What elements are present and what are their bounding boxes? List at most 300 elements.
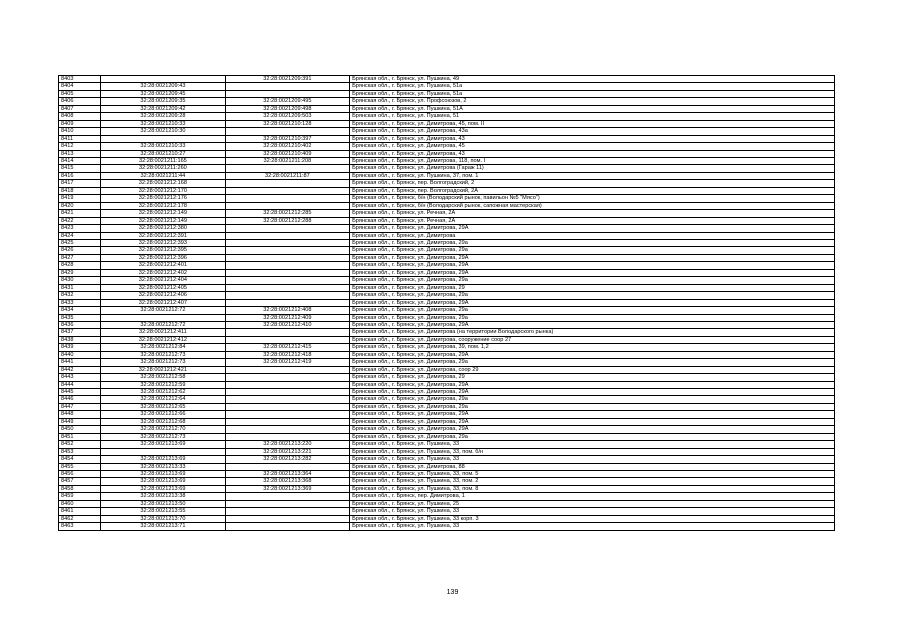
table-row bbox=[59, 225, 835, 232]
land-cadastral-number-cell: 32:28:0021209:35 bbox=[101, 98, 225, 105]
land-cadastral-number-cell: 32:28:0021212:64 bbox=[101, 396, 225, 403]
address-cell: Брянская обл., г. Брянск, ул. Пушкина, 33 bbox=[350, 456, 835, 463]
address-cell: Брянская обл., г. Брянск, ул. Димитрова, 43а bbox=[350, 128, 835, 135]
row-number-cell: 8415 bbox=[59, 165, 101, 172]
table-row bbox=[59, 411, 835, 418]
row-number-cell: 8438 bbox=[59, 336, 101, 343]
building-cadastral-number-cell bbox=[225, 262, 349, 269]
address-cell: Брянская обл., г. Брянск, ул. Димитрова, 29А bbox=[350, 254, 835, 261]
table-row bbox=[59, 396, 835, 403]
land-cadastral-number-cell: 32:28:0021213:69 bbox=[101, 456, 225, 463]
building-cadastral-number-cell bbox=[225, 83, 349, 90]
row-number-cell: 8446 bbox=[59, 396, 101, 403]
land-cadastral-number-cell: 32:28:0021212:65 bbox=[101, 403, 225, 410]
building-cadastral-number-cell: 32:28:0021211:208 bbox=[225, 157, 349, 164]
land-cadastral-number-cell: 32:28:0021212:393 bbox=[101, 239, 225, 246]
row-number-cell: 8418 bbox=[59, 187, 101, 194]
land-cadastral-number-cell: 32:28:0021212:395 bbox=[101, 247, 225, 254]
table-row bbox=[59, 284, 835, 291]
row-number-cell: 8428 bbox=[59, 262, 101, 269]
building-cadastral-number-cell: 32:28:0021212:418 bbox=[225, 351, 349, 358]
row-number-cell: 8445 bbox=[59, 389, 101, 396]
building-cadastral-number-cell: 32:28:0021209:391 bbox=[225, 76, 349, 83]
row-number-cell: 8449 bbox=[59, 418, 101, 425]
table-row bbox=[59, 120, 835, 127]
row-number-cell: 8431 bbox=[59, 284, 101, 291]
address-cell: Брянская обл., г. Брянск, ул. Пушкина, 33 корп. 3 bbox=[350, 515, 835, 522]
address-cell: Брянская обл., г. Брянск, ул. Димитрова, 29а bbox=[350, 239, 835, 246]
address-cell: Брянская обл., г. Брянск, ул. Профсоюзов, 2 bbox=[350, 98, 835, 105]
row-number-cell: 8454 bbox=[59, 456, 101, 463]
table-row bbox=[59, 299, 835, 306]
table-row bbox=[59, 239, 835, 246]
address-cell: Брянская обл., г. Брянск, ул. Пушкина, 49 bbox=[350, 76, 835, 83]
row-number-cell: 8408 bbox=[59, 113, 101, 120]
land-cadastral-number-cell: 32:28:0021210:33 bbox=[101, 143, 225, 150]
land-cadastral-number-cell: 32:28:0021212:411 bbox=[101, 329, 225, 336]
table-body bbox=[59, 76, 835, 531]
building-cadastral-number-cell bbox=[225, 500, 349, 507]
address-cell: Брянская обл., г. Брянск, ул. Димитрова, 29А bbox=[350, 225, 835, 232]
table-row bbox=[59, 187, 835, 194]
building-cadastral-number-cell bbox=[225, 299, 349, 306]
row-number-cell: 8406 bbox=[59, 98, 101, 105]
table-row bbox=[59, 463, 835, 470]
table-row bbox=[59, 76, 835, 83]
address-cell: Брянская обл., г. Брянск, ул. Пушкина, 51а bbox=[350, 83, 835, 90]
land-cadastral-number-cell: 32:28:0021213:69 bbox=[101, 471, 225, 478]
row-number-cell: 8450 bbox=[59, 426, 101, 433]
land-cadastral-number-cell: 32:28:0021213:69 bbox=[101, 441, 225, 448]
land-cadastral-number-cell bbox=[101, 76, 225, 83]
land-cadastral-number-cell: 32:28:0021209:45 bbox=[101, 90, 225, 97]
table-row bbox=[59, 150, 835, 157]
building-cadastral-number-cell bbox=[225, 269, 349, 276]
table-row bbox=[59, 456, 835, 463]
table-row bbox=[59, 359, 835, 366]
table-row bbox=[59, 426, 835, 433]
address-cell: Брянская обл., г. Брянск, ул. Димитрова, 29А bbox=[350, 426, 835, 433]
building-cadastral-number-cell bbox=[225, 284, 349, 291]
row-number-cell: 8439 bbox=[59, 344, 101, 351]
building-cadastral-number-cell: 32:28:0021210:402 bbox=[225, 143, 349, 150]
address-cell: Брянская обл., г. Брянск, ул. Пушкина, 33 bbox=[350, 508, 835, 515]
address-cell: Брянская обл., г. Брянск, ул. Речная, 2А bbox=[350, 210, 835, 217]
building-cadastral-number-cell: 32:28:0021213:282 bbox=[225, 456, 349, 463]
table-row bbox=[59, 165, 835, 172]
address-cell: Брянская обл., г. Брянск, ул. Пушкина, 51 bbox=[350, 113, 835, 120]
table-row bbox=[59, 143, 835, 150]
building-cadastral-number-cell bbox=[225, 411, 349, 418]
land-cadastral-number-cell: 32:28:0021210:33 bbox=[101, 120, 225, 127]
address-cell: Брянская обл., г. Брянск, ул. Димитрова, 29А bbox=[350, 411, 835, 418]
land-cadastral-number-cell: 32:28:0021212:66 bbox=[101, 411, 225, 418]
address-cell: Брянская обл., г. Брянск, ул. Пушкина, 33 bbox=[350, 523, 835, 530]
row-number-cell: 8416 bbox=[59, 172, 101, 179]
row-number-cell: 8459 bbox=[59, 493, 101, 500]
address-cell: Брянская обл., г. Брянск, пер. Волгоградский, 2А bbox=[350, 187, 835, 194]
table-row bbox=[59, 83, 835, 90]
land-cadastral-number-cell: 32:28:0021211:260 bbox=[101, 165, 225, 172]
table-row bbox=[59, 403, 835, 410]
table-row bbox=[59, 314, 835, 321]
building-cadastral-number-cell: 32:28:0021212:410 bbox=[225, 321, 349, 328]
building-cadastral-number-cell: 32:28:0021213:368 bbox=[225, 478, 349, 485]
row-number-cell: 8455 bbox=[59, 463, 101, 470]
building-cadastral-number-cell: 32:28:0021211:87 bbox=[225, 172, 349, 179]
table-row bbox=[59, 217, 835, 224]
row-number-cell: 8460 bbox=[59, 500, 101, 507]
land-cadastral-number-cell: 32:28:0021212:380 bbox=[101, 225, 225, 232]
address-cell: Брянская обл., г. Брянск, ул. Димитрова, сооружение соор 27 bbox=[350, 336, 835, 343]
building-cadastral-number-cell bbox=[225, 277, 349, 284]
land-cadastral-number-cell: 32:28:0021212:62 bbox=[101, 389, 225, 396]
table-row bbox=[59, 374, 835, 381]
row-number-cell: 8448 bbox=[59, 411, 101, 418]
row-number-cell: 8430 bbox=[59, 277, 101, 284]
building-cadastral-number-cell bbox=[225, 232, 349, 239]
row-number-cell: 8424 bbox=[59, 232, 101, 239]
land-cadastral-number-cell: 32:28:0021212:404 bbox=[101, 277, 225, 284]
address-cell: Брянская обл., г. Брянск, ул. Димитрова, 29А bbox=[350, 262, 835, 269]
address-cell: Брянская обл., г. Брянск, ул. Димитрова, 29а bbox=[350, 277, 835, 284]
table-row bbox=[59, 202, 835, 209]
building-cadastral-number-cell bbox=[225, 292, 349, 299]
address-cell: Брянская обл., г. Брянск, ул. Димитрова, 29а bbox=[350, 314, 835, 321]
row-number-cell: 8447 bbox=[59, 403, 101, 410]
land-cadastral-number-cell: 32:28:0021212:72 bbox=[101, 307, 225, 314]
table-row bbox=[59, 500, 835, 507]
address-cell: Брянская обл., г. Брянск, ул. Димитрова, 43 bbox=[350, 150, 835, 157]
row-number-cell: 8451 bbox=[59, 433, 101, 440]
row-number-cell: 8413 bbox=[59, 150, 101, 157]
land-cadastral-number-cell: 32:28:0021213:33 bbox=[101, 463, 225, 470]
building-cadastral-number-cell bbox=[225, 403, 349, 410]
building-cadastral-number-cell bbox=[225, 329, 349, 336]
building-cadastral-number-cell bbox=[225, 374, 349, 381]
land-cadastral-number-cell bbox=[101, 135, 225, 142]
page-number: 139 bbox=[446, 589, 459, 596]
row-number-cell: 8405 bbox=[59, 90, 101, 97]
land-cadastral-number-cell: 32:28:0021209:28 bbox=[101, 113, 225, 120]
row-number-cell: 8419 bbox=[59, 195, 101, 202]
building-cadastral-number-cell bbox=[225, 433, 349, 440]
land-cadastral-number-cell: 32:28:0021211:44 bbox=[101, 172, 225, 179]
table-row bbox=[59, 321, 835, 328]
table-row bbox=[59, 448, 835, 455]
table-row bbox=[59, 381, 835, 388]
row-number-cell: 8433 bbox=[59, 299, 101, 306]
address-cell: Брянская обл., г. Брянск, ул. Пушкина, 25 bbox=[350, 500, 835, 507]
table-row bbox=[59, 172, 835, 179]
land-cadastral-number-cell: 32:28:0021210:27 bbox=[101, 150, 225, 157]
land-cadastral-number-cell: 32:28:0021212:73 bbox=[101, 359, 225, 366]
land-cadastral-number-cell: 32:28:0021213:71 bbox=[101, 523, 225, 530]
building-cadastral-number-cell: 32:28:0021213:220 bbox=[225, 441, 349, 448]
table-row bbox=[59, 493, 835, 500]
land-cadastral-number-cell: 32:28:0021212:59 bbox=[101, 381, 225, 388]
table-row bbox=[59, 247, 835, 254]
address-cell: Брянская обл., г. Брянск, ул. Димитрова, 39, пом. 1,2 bbox=[350, 344, 835, 351]
building-cadastral-number-cell: 32:28:0021213:221 bbox=[225, 448, 349, 455]
land-cadastral-number-cell: 32:28:0021212:421 bbox=[101, 366, 225, 373]
address-cell: Брянская обл., г. Брянск, ул. Пушкина, 33, пом. 5 bbox=[350, 471, 835, 478]
row-number-cell: 8462 bbox=[59, 515, 101, 522]
row-number-cell: 8452 bbox=[59, 441, 101, 448]
table-row bbox=[59, 344, 835, 351]
building-cadastral-number-cell bbox=[225, 202, 349, 209]
row-number-cell: 8458 bbox=[59, 485, 101, 492]
land-cadastral-number-cell: 32:28:0021211:165 bbox=[101, 157, 225, 164]
address-cell: Брянская обл., г. Брянск, ул. Димитрова, 29а bbox=[350, 433, 835, 440]
table-row bbox=[59, 485, 835, 492]
table-row bbox=[59, 232, 835, 239]
address-cell: Брянская обл., г. Брянск, ул. Димитрова, 43 bbox=[350, 135, 835, 142]
row-number-cell: 8422 bbox=[59, 217, 101, 224]
row-number-cell: 8432 bbox=[59, 292, 101, 299]
building-cadastral-number-cell: 32:28:0021209:498 bbox=[225, 105, 349, 112]
land-cadastral-number-cell: 32:28:0021209:42 bbox=[101, 105, 225, 112]
land-cadastral-number-cell: 32:28:0021212:149 bbox=[101, 217, 225, 224]
building-cadastral-number-cell bbox=[225, 90, 349, 97]
address-cell: Брянская обл., г. Брянск, ул. Димитрова, соор 29 bbox=[350, 366, 835, 373]
address-cell: Брянская обл., г. Брянск, ул. Пушкина, 51а bbox=[350, 90, 835, 97]
land-cadastral-number-cell: 32:28:0021212:170 bbox=[101, 187, 225, 194]
row-number-cell: 8443 bbox=[59, 374, 101, 381]
address-cell: Брянская обл., г. Брянск, ул. Димитрова, 29а bbox=[350, 359, 835, 366]
table-row bbox=[59, 441, 835, 448]
address-cell: Брянская обл., г. Брянск, ул. Димитрова, 29а bbox=[350, 396, 835, 403]
building-cadastral-number-cell: 32:28:0021210:409 bbox=[225, 150, 349, 157]
row-number-cell: 8412 bbox=[59, 143, 101, 150]
row-number-cell: 8456 bbox=[59, 471, 101, 478]
land-cadastral-number-cell: 32:28:0021212:70 bbox=[101, 426, 225, 433]
address-cell: Брянская обл., г. Брянск, ул. Димитрова, 29А bbox=[350, 321, 835, 328]
address-cell: Брянская обл., г. Брянск, ул. Димитрова, 88 bbox=[350, 463, 835, 470]
table-row bbox=[59, 135, 835, 142]
land-cadastral-number-cell bbox=[101, 448, 225, 455]
address-cell: Брянская обл., г. Брянск, ул. Димитрова, 45 bbox=[350, 143, 835, 150]
land-cadastral-number-cell: 32:28:0021212:391 bbox=[101, 232, 225, 239]
address-cell: Брянская обл., г. Брянск, ул. Димитрова, 29а bbox=[350, 403, 835, 410]
table-row bbox=[59, 98, 835, 105]
land-cadastral-number-cell: 32:28:0021212:68 bbox=[101, 418, 225, 425]
row-number-cell: 8463 bbox=[59, 523, 101, 530]
row-number-cell: 8457 bbox=[59, 478, 101, 485]
land-cadastral-number-cell: 32:28:0021212:176 bbox=[101, 195, 225, 202]
land-cadastral-number-cell: 32:28:0021212:58 bbox=[101, 374, 225, 381]
building-cadastral-number-cell bbox=[225, 128, 349, 135]
row-number-cell: 8414 bbox=[59, 157, 101, 164]
building-cadastral-number-cell bbox=[225, 247, 349, 254]
row-number-cell: 8421 bbox=[59, 210, 101, 217]
land-cadastral-number-cell: 32:28:0021213:38 bbox=[101, 493, 225, 500]
table-row bbox=[59, 366, 835, 373]
land-cadastral-number-cell: 32:28:0021212:168 bbox=[101, 180, 225, 187]
land-cadastral-number-cell bbox=[101, 314, 225, 321]
table-row bbox=[59, 262, 835, 269]
address-cell: Брянская обл., г. Брянск, ул. Димитрова bbox=[350, 232, 835, 239]
address-cell: Брянская обл., г. Брянск, ул. Димитрова, 29А bbox=[350, 269, 835, 276]
address-cell: Брянская обл., г. Брянск, ул. Димитрова, 29А bbox=[350, 381, 835, 388]
land-cadastral-number-cell: 32:28:0021212:84 bbox=[101, 344, 225, 351]
address-cell: Брянская обл., г. Брянск, ул. Димитрова, 118, пом. I bbox=[350, 157, 835, 164]
land-cadastral-number-cell: 32:28:0021212:407 bbox=[101, 299, 225, 306]
row-number-cell: 8442 bbox=[59, 366, 101, 373]
table-row bbox=[59, 128, 835, 135]
building-cadastral-number-cell bbox=[225, 418, 349, 425]
building-cadastral-number-cell: 32:28:0021212:419 bbox=[225, 359, 349, 366]
building-cadastral-number-cell bbox=[225, 180, 349, 187]
row-number-cell: 8426 bbox=[59, 247, 101, 254]
row-number-cell: 8435 bbox=[59, 314, 101, 321]
table-row bbox=[59, 292, 835, 299]
table-row bbox=[59, 508, 835, 515]
address-cell: Брянская обл., г. Брянск, ул. Димитрова, 29А bbox=[350, 418, 835, 425]
address-cell: Брянская обл., г. Брянск, пер. Волгоградский, 2 bbox=[350, 180, 835, 187]
land-cadastral-number-cell: 32:28:0021212:178 bbox=[101, 202, 225, 209]
table-row bbox=[59, 157, 835, 164]
row-number-cell: 8411 bbox=[59, 135, 101, 142]
building-cadastral-number-cell: 32:28:0021212:288 bbox=[225, 217, 349, 224]
building-cadastral-number-cell: 32:28:0021213:364 bbox=[225, 471, 349, 478]
land-cadastral-number-cell: 32:28:0021212:396 bbox=[101, 254, 225, 261]
table-row bbox=[59, 277, 835, 284]
table-row bbox=[59, 307, 835, 314]
row-number-cell: 8429 bbox=[59, 269, 101, 276]
table-row bbox=[59, 471, 835, 478]
row-number-cell: 8420 bbox=[59, 202, 101, 209]
address-cell: Брянская обл., г. Брянск, ул. Димитрова, 29А bbox=[350, 389, 835, 396]
building-cadastral-number-cell bbox=[225, 515, 349, 522]
row-number-cell: 8403 bbox=[59, 76, 101, 83]
land-cadastral-number-cell: 32:28:0021213:55 bbox=[101, 508, 225, 515]
row-number-cell: 8441 bbox=[59, 359, 101, 366]
building-cadastral-number-cell: 32:28:0021212:408 bbox=[225, 307, 349, 314]
building-cadastral-number-cell bbox=[225, 389, 349, 396]
row-number-cell: 8407 bbox=[59, 105, 101, 112]
row-number-cell: 8436 bbox=[59, 321, 101, 328]
row-number-cell: 8440 bbox=[59, 351, 101, 358]
table-row bbox=[59, 433, 835, 440]
building-cadastral-number-cell bbox=[225, 493, 349, 500]
row-number-cell: 8404 bbox=[59, 83, 101, 90]
table-row bbox=[59, 254, 835, 261]
row-number-cell: 8423 bbox=[59, 225, 101, 232]
address-cell: Брянская обл., г. Брянск, ул. Димитрова, 29а bbox=[350, 247, 835, 254]
address-cell: Брянская обл., г. Брянск, ул. Пушкина, 33, пом. 8 bbox=[350, 485, 835, 492]
building-cadastral-number-cell bbox=[225, 463, 349, 470]
address-cell: Брянская обл., г. Брянск, ул. Димитрова, 29 bbox=[350, 374, 835, 381]
table-row bbox=[59, 195, 835, 202]
land-cadastral-number-cell: 32:28:0021212:402 bbox=[101, 269, 225, 276]
row-number-cell: 8444 bbox=[59, 381, 101, 388]
address-cell: Брянская обл., г. Брянск, ул. Димитрова, 45, пом. II bbox=[350, 120, 835, 127]
row-number-cell: 8461 bbox=[59, 508, 101, 515]
land-cadastral-number-cell: 32:28:0021212:405 bbox=[101, 284, 225, 291]
land-cadastral-number-cell: 32:28:0021212:412 bbox=[101, 336, 225, 343]
address-cell: Брянская обл., г. Брянск, ул. Пушкина, 33 bbox=[350, 441, 835, 448]
address-cell: Брянская обл., г. Брянск, ул. Димитрова (на территории Володарского рынка) bbox=[350, 329, 835, 336]
table-row bbox=[59, 210, 835, 217]
building-cadastral-number-cell bbox=[225, 254, 349, 261]
building-cadastral-number-cell bbox=[225, 225, 349, 232]
building-cadastral-number-cell: 32:28:0021212:285 bbox=[225, 210, 349, 217]
table-row bbox=[59, 515, 835, 522]
row-number-cell: 8453 bbox=[59, 448, 101, 455]
address-cell: Брянская обл., г. Брянск, ул. Пушкина, 33, пом. б/н bbox=[350, 448, 835, 455]
table-row bbox=[59, 418, 835, 425]
land-cadastral-number-cell: 32:28:0021210:30 bbox=[101, 128, 225, 135]
land-cadastral-number-cell: 32:28:0021212:73 bbox=[101, 351, 225, 358]
row-number-cell: 8427 bbox=[59, 254, 101, 261]
land-cadastral-number-cell: 32:28:0021212:406 bbox=[101, 292, 225, 299]
property-register-table bbox=[58, 75, 835, 531]
table-row bbox=[59, 523, 835, 530]
land-cadastral-number-cell: 32:28:0021209:43 bbox=[101, 83, 225, 90]
land-cadastral-number-cell: 32:28:0021212:401 bbox=[101, 262, 225, 269]
address-cell: Брянская обл., г. Брянск, ул. Димитрова, 29А bbox=[350, 351, 835, 358]
building-cadastral-number-cell bbox=[225, 426, 349, 433]
building-cadastral-number-cell bbox=[225, 523, 349, 530]
address-cell: Брянская обл., г. Брянск, ул. Пушкина, 33, пом. 2 bbox=[350, 478, 835, 485]
building-cadastral-number-cell: 32:28:0021209:495 bbox=[225, 98, 349, 105]
land-cadastral-number-cell: 32:28:0021213:69 bbox=[101, 485, 225, 492]
row-number-cell: 8417 bbox=[59, 180, 101, 187]
address-cell: Брянская обл., г. Брянск, ул. Димитрова, 29а bbox=[350, 292, 835, 299]
address-cell: Брянская обл., г. Брянск, ул. Пушкина, 51А bbox=[350, 105, 835, 112]
building-cadastral-number-cell: 32:28:0021210:397 bbox=[225, 135, 349, 142]
table-row bbox=[59, 269, 835, 276]
land-cadastral-number-cell: 32:28:0021212:72 bbox=[101, 321, 225, 328]
table-row bbox=[59, 329, 835, 336]
address-cell: Брянская обл., г. Брянск, б/н (Володарский рынок, сапожная мастерская) bbox=[350, 202, 835, 209]
building-cadastral-number-cell: 32:28:0021209:503 bbox=[225, 113, 349, 120]
row-number-cell: 8434 bbox=[59, 307, 101, 314]
building-cadastral-number-cell bbox=[225, 508, 349, 515]
address-cell: Брянская обл., г. Брянск, ул. Пушкина, 37, пом. 1 bbox=[350, 172, 835, 179]
address-cell: Брянская обл., г. Брянск, ул. Речная, 2А bbox=[350, 217, 835, 224]
table-row bbox=[59, 113, 835, 120]
row-number-cell: 8425 bbox=[59, 239, 101, 246]
building-cadastral-number-cell: 32:28:0021212:415 bbox=[225, 344, 349, 351]
address-cell: Брянская обл., г. Брянск, ул. Димитрова, 29а bbox=[350, 307, 835, 314]
building-cadastral-number-cell bbox=[225, 396, 349, 403]
address-cell: Брянская обл., г. Брянск, ул. Димитрова, 29 bbox=[350, 284, 835, 291]
building-cadastral-number-cell bbox=[225, 165, 349, 172]
row-number-cell: 8409 bbox=[59, 120, 101, 127]
building-cadastral-number-cell bbox=[225, 381, 349, 388]
address-cell: Брянская обл., г. Брянск, ул. Димитрова, 29А bbox=[350, 299, 835, 306]
table-row bbox=[59, 90, 835, 97]
address-cell: Брянская обл., г. Брянск, ул. Димитрова (Гараж 11) bbox=[350, 165, 835, 172]
land-cadastral-number-cell: 32:28:0021212:73 bbox=[101, 433, 225, 440]
table-row bbox=[59, 351, 835, 358]
table-row bbox=[59, 389, 835, 396]
table-row bbox=[59, 105, 835, 112]
row-number-cell: 8437 bbox=[59, 329, 101, 336]
building-cadastral-number-cell bbox=[225, 366, 349, 373]
building-cadastral-number-cell bbox=[225, 239, 349, 246]
table-row bbox=[59, 336, 835, 343]
building-cadastral-number-cell: 32:28:0021212:409 bbox=[225, 314, 349, 321]
address-cell: Брянская обл., г. Брянск, б/н (Володарский рынок, павильон №5 "Мясо") bbox=[350, 195, 835, 202]
building-cadastral-number-cell bbox=[225, 336, 349, 343]
table-row bbox=[59, 180, 835, 187]
building-cadastral-number-cell: 32:28:0021210:128 bbox=[225, 120, 349, 127]
building-cadastral-number-cell: 32:28:0021213:369 bbox=[225, 485, 349, 492]
building-cadastral-number-cell bbox=[225, 187, 349, 194]
